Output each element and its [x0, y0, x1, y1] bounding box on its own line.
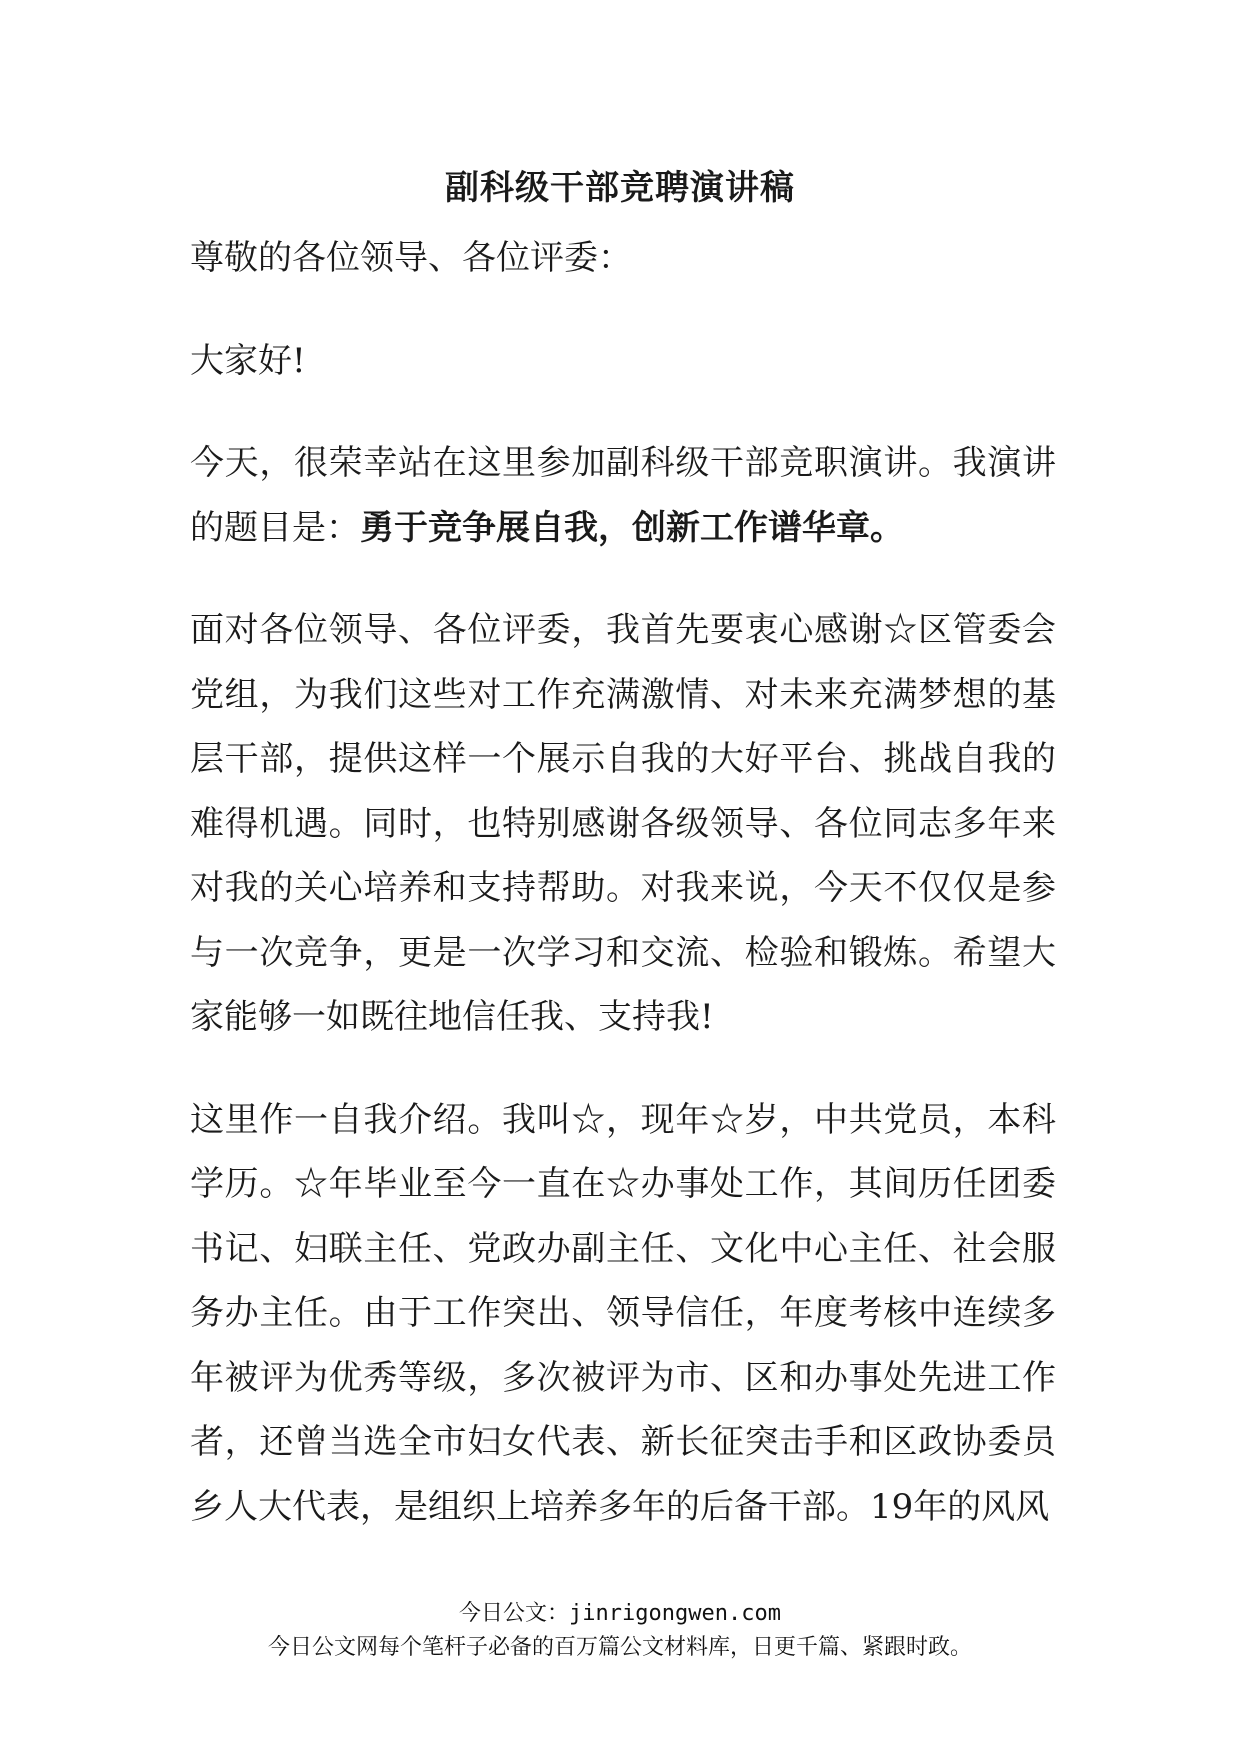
speech-topic: 勇于竞争展自我，创新工作谱华章。 — [360, 507, 904, 548]
paragraph-intro-text: 今天，很荣幸站在这里参加副科级干部竞职演讲。我演讲的题目是： — [190, 443, 1056, 548]
paragraph-intro — [190, 431, 1056, 560]
footer-source — [0, 1596, 1240, 1627]
footer-url-link[interactable]: jinrigongwen.com — [569, 1601, 781, 1626]
greeting: 大家好! — [190, 340, 306, 381]
footer-slogan: 今日公文网每个笔杆子必备的百万篇公文材料库，日更千篇、紧跟时政。 — [267, 1635, 972, 1660]
paragraph-thanks: 面对各位领导、各位评委，我首先要衷心感谢☆区管委会党组，为我们这些对工作充满激情、对未来充满梦想的基层干部，提供这样一个展示自我的大好平台、挑战自我的难得机遇。同时，也特别感谢各级领导、各位同志多年来对我的关心培养和支持帮助。对我来说，今天不仅仅是参与一次竞争，更是一次学习和交流、检验和锻炼。希望大家能够一如既往地信任我、支持我! — [190, 610, 1056, 1037]
salutation: 尊敬的各位领导、各位评委： — [190, 238, 632, 278]
paragraph-self-introduction: 这里作一自我介绍。我叫☆，现年☆岁，中共党员，本科学历。☆年毕业至今一直在☆办事处工作，其间历任团委书记、妇联主任、党政办副主任、文化中心主任、社会服务办主任。由于工作突出、领导信任，年度考核中连续多年被评为优秀等级，多次被评为市、区和办事处先进工作者，还曾当选全市妇女代表、新长征突击手和区政协委员乡人大代表，是组织上培养多年的后备干部。19年的风风 — [190, 1099, 1056, 1527]
document-title: 副科级干部竞聘演讲稿 — [445, 168, 795, 208]
footer-label: 今日公文： — [459, 1601, 570, 1626]
document-body — [190, 226, 1056, 1577]
